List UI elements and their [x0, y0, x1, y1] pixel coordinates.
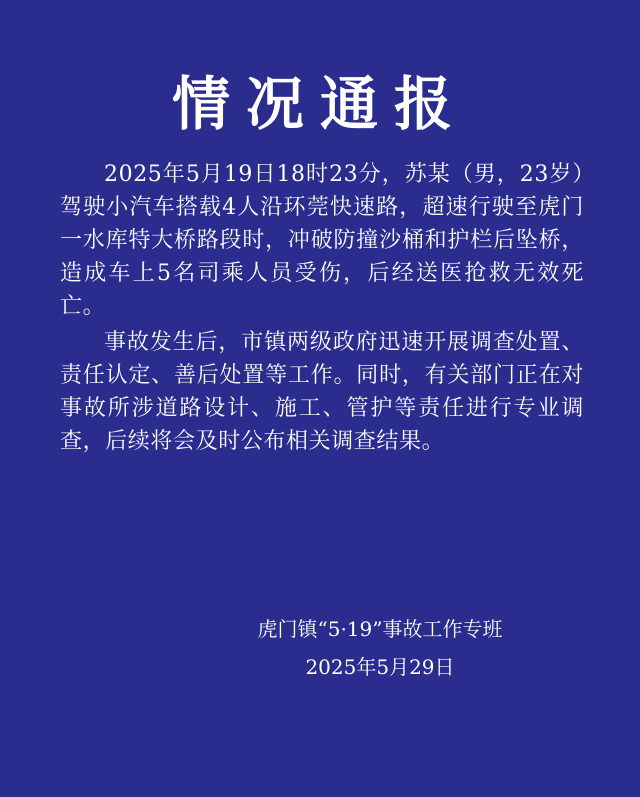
notice-body	[60, 158, 584, 461]
notice-paragraph-1: 2025年5月19日18时23分，苏某（男，23岁）驾驶小汽车搭载4人沿环莞快速路，超速行驶至虎门一水库特大桥路段时，冲破防撞沙桶和护栏后坠桥，造成车上5名司乘人员受伤，后经送医抢救无效死亡。	[60, 162, 584, 319]
notice-paragraph-2: 事故发生后，市镇两级政府迅速开展调查处置、责任认定、善后处置等工作。同时，有关部门正在对事故所涉道路设计、施工、管护等责任进行专业调查，后续将会及时公布相关调查结果。	[60, 330, 584, 454]
signature-date: 2025年5月29日	[305, 655, 455, 679]
signature-organization: 虎门镇“5·19”事故工作专班	[257, 617, 503, 641]
notice-title: 情况通报	[171, 70, 468, 138]
